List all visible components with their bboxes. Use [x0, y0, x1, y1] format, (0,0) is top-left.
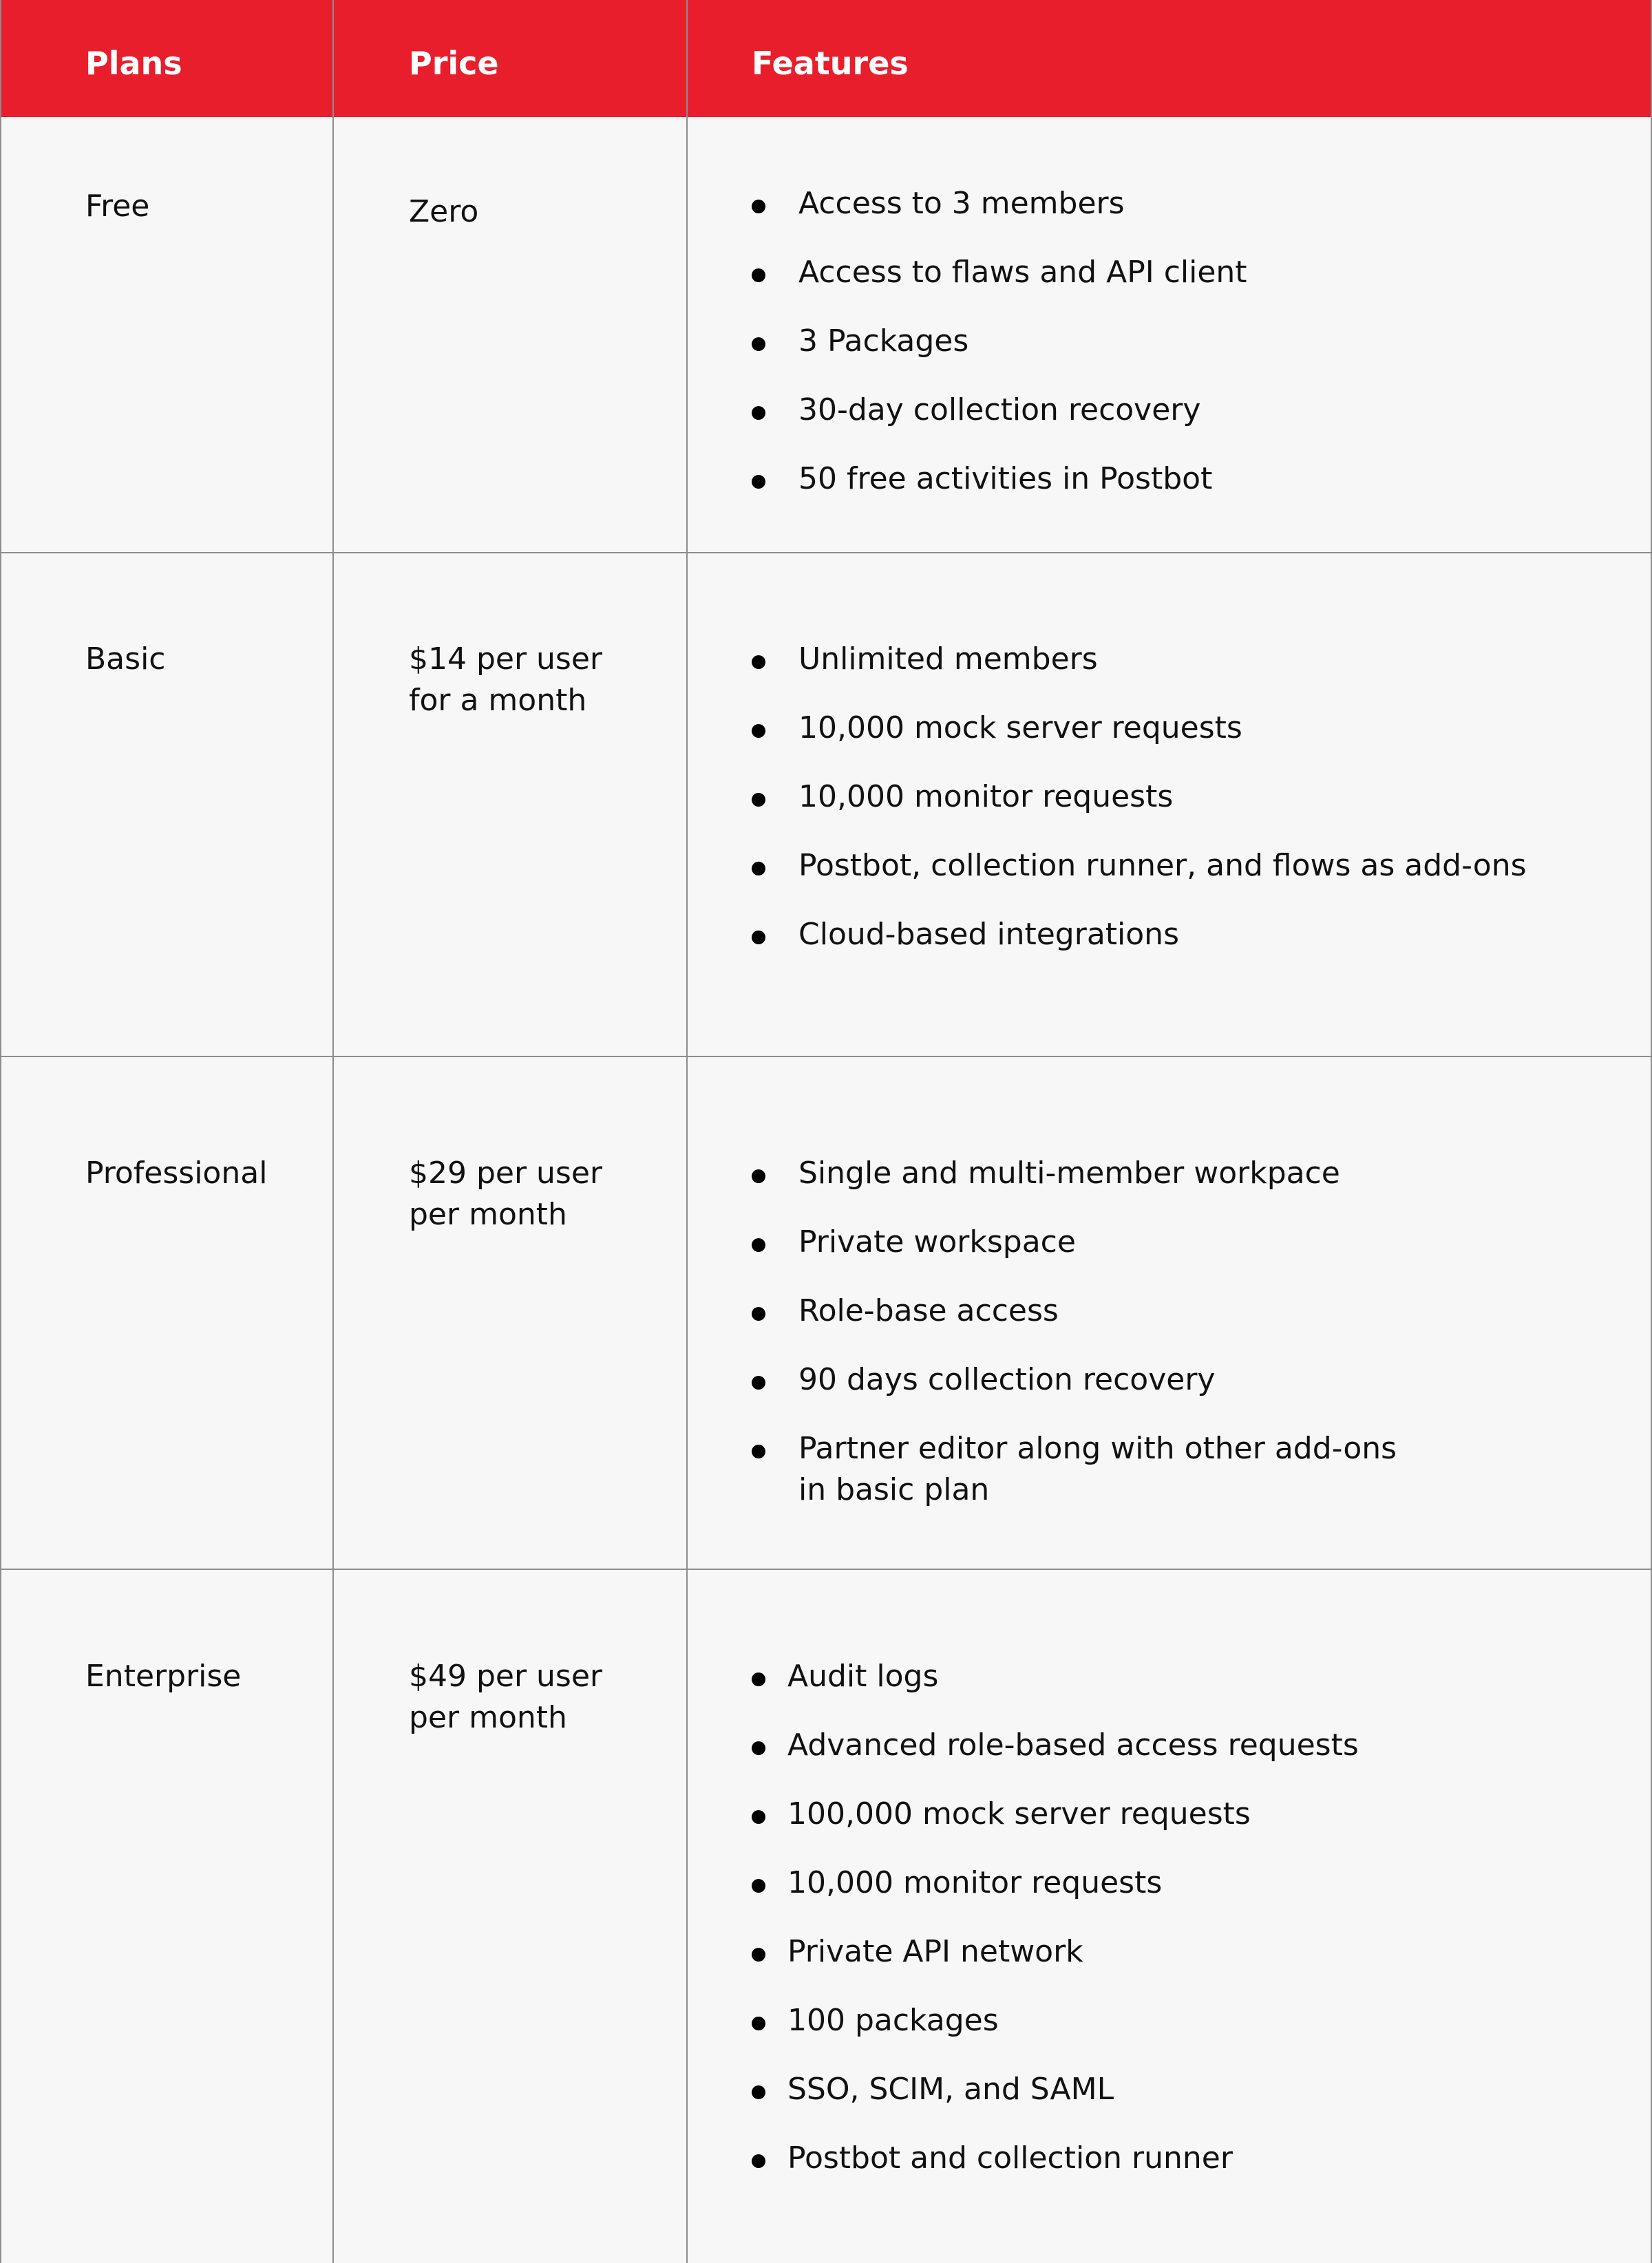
plan-price-basic: $14 per user for a month	[409, 641, 603, 718]
feature-list-professional	[752, 1153, 1397, 1511]
plan-name-free: Free	[85, 189, 150, 224]
list-item: 90 days collection recovery	[752, 1359, 1397, 1401]
column-divider	[686, 0, 688, 2263]
list-item: Role-base access	[752, 1290, 1397, 1332]
list-item: Audit logs	[752, 1656, 1359, 1697]
list-item: 10,000 monitor requests	[752, 1862, 1359, 1904]
plan-name-enterprise: Enterprise	[85, 1659, 242, 1694]
list-item: 3 Packages	[752, 321, 1247, 362]
feature-list-free	[752, 183, 1247, 500]
list-item: Partner editor along with other add-ons in basic plan	[752, 1428, 1397, 1511]
column-divider	[332, 0, 334, 2263]
list-item: Private workspace	[752, 1222, 1397, 1263]
list-item: Unlimited members	[752, 639, 1527, 680]
row-divider	[0, 1056, 1652, 1057]
list-item: 100,000 mock server requests	[752, 1794, 1359, 1835]
plan-name-professional: Professional	[85, 1156, 268, 1191]
plans-column-header: Plans	[85, 45, 182, 82]
list-item: Private API network	[752, 1931, 1359, 1973]
plan-price-free: Zero	[409, 194, 479, 229]
row-divider	[0, 552, 1652, 553]
list-item: SSO, SCIM, and SAML	[752, 2069, 1359, 2110]
list-item: 100 packages	[752, 2000, 1359, 2041]
list-item: Access to 3 members	[752, 183, 1247, 224]
feature-list-enterprise	[752, 1656, 1359, 2179]
row-divider	[0, 1569, 1652, 1570]
list-item: Cloud-based integrations	[752, 914, 1527, 955]
list-item: Advanced role-based access requests	[752, 1725, 1359, 1766]
list-item: 10,000 mock server requests	[752, 708, 1527, 749]
plan-price-professional: $29 per user per month	[409, 1156, 603, 1232]
table-border-left	[0, 0, 1, 2263]
plan-name-basic: Basic	[85, 641, 166, 677]
feature-list-basic	[752, 639, 1527, 955]
list-item: 10,000 monitor requests	[752, 776, 1527, 818]
list-item: 30-day collection recovery	[752, 390, 1247, 431]
list-item: Postbot and collection runner	[752, 2138, 1359, 2179]
list-item: Postbot, collection runner, and flows as add-ons	[752, 845, 1527, 886]
features-column-header: Features	[752, 45, 909, 82]
table-header	[0, 0, 1652, 117]
list-item: Single and multi-member workpace	[752, 1153, 1397, 1194]
price-column-header: Price	[409, 45, 499, 82]
list-item: Access to flaws and API client	[752, 252, 1247, 293]
plan-price-enterprise: $49 per user per month	[409, 1659, 603, 1735]
list-item: 50 free activities in Postbot	[752, 458, 1247, 500]
